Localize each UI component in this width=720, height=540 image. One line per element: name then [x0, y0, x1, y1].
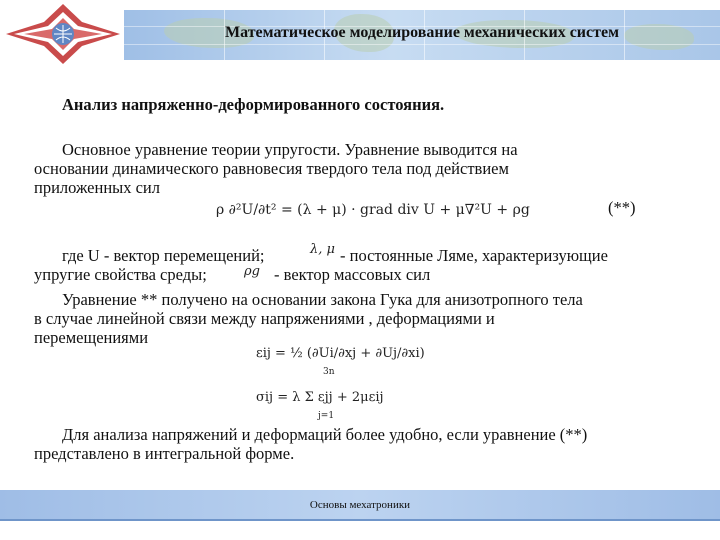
desc-line-1b: - постоянные Ляме, характеризующие [340, 246, 608, 265]
intro-line-1: Основное уравнение теории упругости. Уравнение выводится на [62, 140, 518, 159]
university-logo-icon [4, 4, 122, 64]
section-subheading: Анализ напряженно-деформированного состояния. [62, 95, 445, 114]
hooke-line-1: Уравнение ** получено на основании закона Гука для анизотропного тела [62, 290, 583, 309]
hooke-line-3: перемещениями [34, 328, 149, 347]
conclusion-line-1: Для анализа напряжений и деформаций более удобно, если уравнение (**) [62, 425, 588, 444]
hooke-line-2: в случае линейной связи между напряжениями , деформациями и [34, 309, 495, 328]
desc-line-1a: где U - вектор перемещений; [62, 246, 265, 265]
main-equation: ρ ∂²U/∂t² = (λ + μ) · grad div U + μ∇²U + ρg [216, 202, 530, 218]
sum-upper-limit: 3n [323, 367, 335, 377]
intro-line-3: приложенных сил [34, 178, 160, 197]
equation-tag: (**) [608, 198, 636, 217]
footer-text: Основы мехатроники [309, 499, 411, 511]
strain-formula: εij = ½ (∂Ui/∂xj + ∂Uj/∂xi) [256, 346, 425, 361]
intro-line-2: основании динамического равновесия твердого тела под действием [34, 159, 509, 178]
sum-lower-limit: j=1 [318, 411, 335, 421]
conclusion-line-2: представлено в интегральной форме. [34, 444, 295, 463]
stress-formula: σij = λ Σ εjj + 2μεij [256, 390, 384, 405]
desc-line-2a: упругие свойства среды; [34, 265, 207, 284]
slide-title: Математическое моделирование механических систем [225, 24, 619, 41]
mass-force-symbol: ρg [244, 264, 260, 279]
slide-header [0, 0, 720, 68]
lame-symbols: λ, μ [310, 242, 335, 257]
desc-line-2b: - вектор массовых сил [274, 265, 431, 284]
footer-divider [0, 519, 720, 521]
